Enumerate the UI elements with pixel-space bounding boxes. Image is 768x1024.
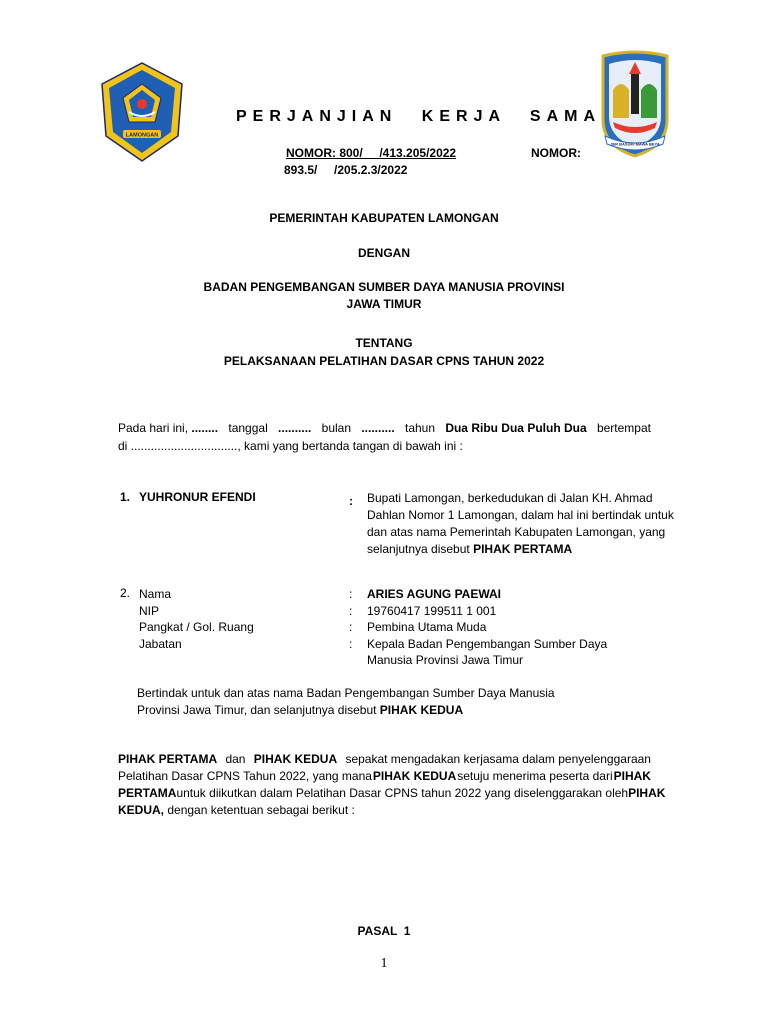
opening-line-2: di ................................, kami yang bertanda tangan di bawah ini : xyxy=(118,439,463,453)
pasal-heading: PASAL 1 xyxy=(357,924,411,938)
party2-values xyxy=(367,586,607,669)
intro-line-pelaksanaan: PELAKSANAAN PELATIHAN DASAR CPNS TAHUN 2022 xyxy=(223,354,545,368)
agreement-line-1 xyxy=(118,751,651,768)
intro-line-jawa-timur: JAWA TIMUR xyxy=(346,297,422,311)
opening-tahun: tahun xyxy=(404,421,436,435)
nomor-right-label: NOMOR: xyxy=(531,146,581,160)
opening-bertempat: bertempat xyxy=(596,421,651,435)
agreement-pihak: PIHAK xyxy=(628,786,666,800)
party1-desc-line4-text: selanjutnya disebut xyxy=(367,542,474,556)
party2-colons xyxy=(349,586,352,652)
agreement-paragraph xyxy=(118,751,666,819)
party2-pihak-kedua: PIHAK KEDUA xyxy=(379,703,464,717)
agreement-pihak-pertama: PIHAK PERTAMA xyxy=(118,752,218,766)
agreement-pertama: PERTAMA xyxy=(118,786,177,800)
party2-colon: : xyxy=(349,587,353,601)
party1-colon: : xyxy=(349,494,353,508)
agreement-text: dengan ketentuan sebagai berikut : xyxy=(164,803,355,817)
party2-label-jabatan: Jabatan xyxy=(139,636,182,651)
party2-label-nama: Nama xyxy=(139,587,172,601)
party2-acting-line1: Bertindak untuk dan atas nama Badan Pengembangan Sumber Daya Manusia xyxy=(137,686,555,700)
agreement-line-2 xyxy=(118,768,651,785)
document-title: PERJANJIAN KERJA SAMA xyxy=(236,108,601,125)
agreement-line-4 xyxy=(118,802,651,819)
party1-desc-line3: dan atas nama Pemerintah Kabupaten Lamongan, yang xyxy=(367,525,666,539)
party1-description xyxy=(367,490,674,558)
lamongan-emblem-logo xyxy=(99,60,185,164)
party1-desc-line4 xyxy=(367,541,674,558)
opening-bulan: bulan xyxy=(321,421,352,435)
agreement-pihak-kedua: PIHAK KEDUA xyxy=(253,752,338,766)
jawa-timur-logo-text: JER BASUKI MAWA BEYA xyxy=(610,141,660,147)
opening-year-bold: Dua Ribu Dua Puluh Dua xyxy=(445,421,587,435)
party1-name: YUHRONUR EFENDI xyxy=(139,490,256,504)
party2-labels xyxy=(139,586,254,652)
party1-pihak-pertama: PIHAK PERTAMA xyxy=(473,542,573,556)
party2-label-pangkat: Pangkat / Gol. Ruang xyxy=(139,620,254,634)
agreement-text: sepakat mengadakan kerjasama dalam penyelenggaraan xyxy=(345,752,651,766)
agreement-line-3 xyxy=(118,785,666,802)
agreement-pihak: PIHAK xyxy=(613,769,651,783)
party1-number: 1. xyxy=(120,490,131,504)
party1-desc-line1: Bupati Lamongan, berkedudukan di Jalan KH. Ahmad xyxy=(367,491,653,505)
page-number: 1 xyxy=(380,956,388,971)
opening-line-1 xyxy=(118,421,651,435)
opening-pre: Pada hari ini, xyxy=(118,421,192,435)
party2-label-nip: NIP xyxy=(139,603,160,618)
intro-line-dengan: DENGAN xyxy=(357,246,410,260)
party2-pangkat: Pembina Utama Muda xyxy=(367,620,487,634)
opening-dots-hari: ........ xyxy=(191,421,219,435)
intro-line-badan: BADAN PENGEMBANGAN SUMBER DAYA MANUSIA PROVINSI xyxy=(203,280,565,294)
opening-tanggal: tanggal xyxy=(228,421,268,435)
intro-line-tentang: TENTANG xyxy=(355,336,413,350)
party2-colon: : xyxy=(349,620,353,634)
agreement-pihak-kedua: PIHAK KEDUA xyxy=(372,769,457,783)
lamongan-logo-text: LAMONGAN xyxy=(125,132,159,139)
party2-nama: ARIES AGUNG PAEWAI xyxy=(367,587,502,601)
agreement-kedua: KEDUA, xyxy=(118,803,165,817)
agreement-text: setuju menerima peserta dari xyxy=(457,769,613,783)
party2-number: 2. xyxy=(120,586,131,600)
party2-colon: : xyxy=(349,603,353,618)
agreement-text: dan xyxy=(225,752,246,766)
agreement-text: Pelatihan Dasar CPNS Tahun 2022, yang mana xyxy=(118,769,372,783)
opening-dots-tanggal: .......... xyxy=(278,421,312,435)
party1-desc-line2: Dahlan Nomor 1 Lamongan, dalam hal ini bertindak untuk xyxy=(367,508,674,522)
party2-acting-line2: Provinsi Jawa Timur, dan selanjutnya disebut xyxy=(137,703,380,717)
party2-jabatan-line2: Manusia Provinsi Jawa Timur xyxy=(367,653,524,667)
nomor-left-line2: 893.5/ /205.2.3/2022 xyxy=(284,163,408,177)
intro-line-pemerintah: PEMERINTAH KABUPATEN LAMONGAN xyxy=(269,211,499,225)
party2-jabatan-line1: Kepala Badan Pengembangan Sumber Daya xyxy=(367,636,608,651)
party2-colon: : xyxy=(349,636,353,651)
party2-nip: 19760417 199511 1 001 xyxy=(367,603,497,618)
nomor-left: NOMOR: 800/ /413.205/2022 xyxy=(286,146,457,160)
party2-acting-statement xyxy=(137,685,555,719)
agreement-text: untuk diikutkan dalam Pelatihan Dasar CPNS tahun 2022 yang diselenggarakan oleh xyxy=(176,786,629,800)
opening-dots-bulan: .......... xyxy=(361,421,395,435)
jawa-timur-emblem-logo xyxy=(597,50,673,160)
